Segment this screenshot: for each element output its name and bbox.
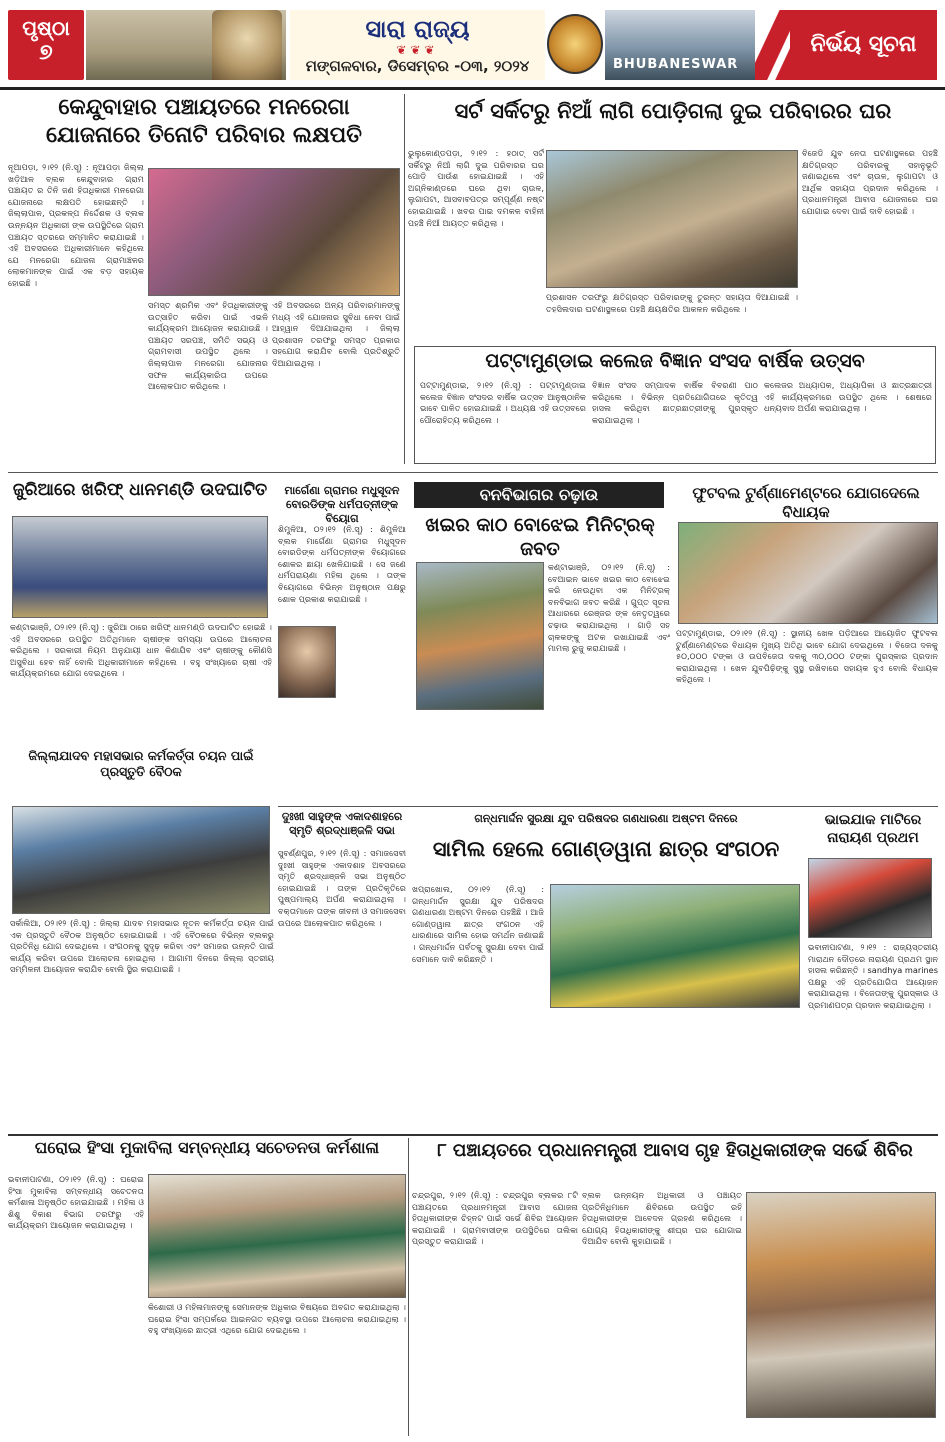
a12-col1: ଭବାନୀପାଟଣା, ୦୨।୧୨ (ନି.ସୂ) : ଘରୋଇ ହିଂସା ମୁକାବିଲା ସମ୍ବନ୍ଧୀୟ ସଚେତନତା କର୍ମଶାଳା ଅନୁଷ୍ଠିତ ହୋଇଯାଇଛି । ମହିଳା ଓ ଶିଶୁ ବିକାଶ ବିଭାଗ ତରଫରୁ ଏହି କାର୍ଯ୍ୟକ୍ରମ ଆୟୋଜନ କରାଯାଇଥିଲା । <box>8 1174 144 1231</box>
a10-headline: ସାମିଲ ହେଲେ ଗୋଣ୍ଡୱାନା ଛାତ୍ର ସଂଗଠନ <box>432 837 780 861</box>
a10-photo-rally <box>550 884 800 1008</box>
a12-col2: କିଶୋରୀ ଓ ମହିଳାମାନଙ୍କୁ ସେମାନଙ୍କ ଅଧିକାର ବିଷୟରେ ଅବଗତ କରାଯାଇଥିଲା । ଘରୋଇ ହିଂସା ସମ୍ପର୍କରେ ଆଇନଗତ ବ୍ୟବସ୍ଥା ଉପରେ ଆଲୋଚନା କରାଯାଇଥିଲା । ବହୁ ସଂଖ୍ୟାରେ ଛାତ୍ରୀ ଏଥିରେ ଯୋଗ ଦେଇଥିଲେ । <box>148 1302 406 1336</box>
a11-headline-line1: ଭାଇଯାକ ମାଟିରେ <box>824 812 922 828</box>
issue-date: ମଙ୍ଗଳବାର, ଡିସେମ୍ବର -୦୩, ୨୦୨୪ <box>305 57 530 75</box>
a3-col2: ବିଜ୍ଞାନ ସଂସଦ ସମ୍ପାଦକ ବାର୍ଷିକ ବିବରଣୀ ପାଠ କରିଥିଲେ । ବିଭିନ୍ନ ପ୍ରତିଯୋଗିତାରେ କୃତିତ୍ୱ ହାସଲ କରିଥିବା ଛାତ୍ରଛାତ୍ରୀଙ୍କୁ ପୁରସ୍କୃତ କରାଯାଇଥିଲା । <box>592 380 758 425</box>
a4-photo-dhanmandi <box>12 516 268 618</box>
a5-body-continued <box>340 626 406 742</box>
a2-col1: ଭୁଲୁକୋଣ୍ଡପଡ଼ା, ୨।୧୨ : ହଠାତ୍ ସର୍ଟ ସର୍କିଟରୁ ନିଆଁ ଲାଗି ଦୁଇ ପରିବାରର ଘର ପୋଡ଼ି ପାଉଁଶ ହୋଇଯାଇଛି । ଏହି ଅଗ୍ନିକାଣ୍ଡରେ ଘରେ ଥିବା ଚାଉଳ, ଲୁଗାପଟା, ଆସବାବପତ୍ର ସମ୍ପୂର୍ଣ୍ଣ ନଷ୍ଟ ହୋଇଯାଇଛି । ଖବର ପାଇ ଦମକଳ ବାହିନୀ ପହଞ୍ଚି ନିଆଁ ଆୟତ୍ତ କରିଥିଲା । <box>408 148 544 228</box>
a6-headline: ଖଇର କାଠ ବୋଝେଇ ମିନିଟ୍ରକ୍ ଜବତ <box>425 514 655 560</box>
a1-col2: ସମସ୍ତ ଶ୍ରମିକ ଏବଂ ହିତାଧିକାରୀଙ୍କୁ ଉତ୍ସାହିତ କରିବା ପାଇଁ ଏଭଳି କାର୍ଯ୍ୟକ୍ରମ ଆୟୋଜନ କରାଯାଉଛି । ପଞ୍ଚାୟତ ସରପଞ୍ଚ, ସମିତି ସଭ୍ୟ ଓ ଗ୍ରାମବାସୀ ଉପସ୍ଥିତ ଥିଲେ । ଜିଲ୍ଲାପାଳ ମନରେଗା ଯୋଜନାର ସଫଳ କାର୍ଯ୍ୟକାରିତା ଉପରେ ଆଲୋକପାତ କରିଥିଲେ । <box>148 300 268 392</box>
a3-col1: ପଟ୍ଟାମୁଣ୍ଡାଇ, ୨।୧୨ (ନି.ସୂ) : ପଟ୍ଟାମୁଣ୍ଡାଇ କଲେଜ ବିଜ୍ଞାନ ସଂସଦର ବାର୍ଷିକ ଉତ୍ସବ ଆନୁଷ୍ଠାନିକ ଭାବେ ପାଳିତ ହୋଇଯାଇଛି । ଅଧ୍ୟକ୍ଷ ଏହି ଉତ୍ସବରେ ପୌରୋହିତ୍ୟ କରିଥିଲେ । <box>420 380 586 425</box>
a8-photo-meeting <box>12 806 270 914</box>
a2-col3: ବିଜେଡି ଯୁବ ନେତା ଘଟଣାସ୍ଥଳରେ ପହଞ୍ଚି କ୍ଷତିଗ୍ରସ୍ତ ପରିବାରକୁ ସହାନୁଭୂତି ଜଣାଇଥିଲେ ଏବଂ ଚାଉଳ, ଲୁଗାପଟା ଓ ଆର୍ଥିକ ସହାୟତା ପ୍ରଦାନ କରିଥିଲେ । ପ୍ରଧାନମନ୍ତ୍ରୀ ଆବାସ ଯୋଜନାରେ ଘର ଯୋଗାଇ ଦେବା ପାଇଁ ଦାବି ହୋଇଛି । <box>802 148 938 216</box>
a2-headline: ସର୍ଟ ସର୍କିଟରୁ ନିଆଁ ଲାଗି ପୋଡ଼ିଗଲା ଦୁଇ ପରିବାରର ଘର <box>454 99 892 123</box>
a6-body: କଣ୍ଟାଭାଞ୍ଜି, ୦୨।୧୨ (ନି.ସୂ) : ବେଆଇନ ଭାବେ ଖଇର କାଠ ବୋଝେଇ କରି ନେଉଥିବା ଏକ ମିନିଟ୍ରକ୍ ବନବିଭାଗ ଜବତ କରିଛି । ଗୁପ୍ତ ସୂଚନା ଆଧାରରେ ରେଞ୍ଜର ଙ୍କ ନେତୃତ୍ୱରେ ଚଢ଼ାଉ କରାଯାଇଥିଲା । ଗାଡ଼ି ସହ ଚାଳକଙ୍କୁ ଅଟକ ରଖାଯାଇଛି ଏବଂ ମାମଲା ରୁଜୁ କରାଯାଇଛି । <box>548 562 670 654</box>
a13-photo-camp <box>746 1192 936 1418</box>
a10-body-continued <box>412 1012 800 1128</box>
city-label: BHUBANESWAR <box>613 57 739 72</box>
a1-col1: ନୂଆପଡ଼ା, ୨।୧୨ (ନି.ସୂ) : ନୂଆପଡ଼ା ଜିଲ୍ଲା ଖଡ଼ିଆଳ ବ୍ଲକ କେନ୍ଦୁବାହାର ଗ୍ରାମ ପଞ୍ଚାୟତ ର ତିନି ଜଣ ହିତାଧିକାରୀ ମନରେଗା ଯୋଜନାରେ ଲକ୍ଷପତି ହୋଇଛନ୍ତି । ଜିଲ୍ଲାପାଳ, ପ୍ରକଳ୍ପ ନିର୍ଦ୍ଦେଶକ ଓ ବ୍ଲକ ଉନ୍ନୟନ ଅଧିକାରୀ ଙ୍କ ଉପସ୍ଥିତିରେ ଗ୍ରାମ ପଞ୍ଚାୟତ ସ୍ତରରେ ସମ୍ମାନିତ କରାଯାଇଛି । ଏହି ଅବସରରେ ଅଧିକାରୀମାନେ କହିଥିଲେ ଯେ ମନରେଗା ଯୋଜନା ଗ୍ରାମାଞ୍ଚଳର ଲୋକମାନଙ୍କ ପାଇଁ ଏକ ବଡ଼ ସହାୟକ ହୋଇଛି । <box>8 162 144 288</box>
masthead-title-block <box>290 10 545 80</box>
a12-headline: ଘରୋଇ ହିଂସା ମୁକାବିଲା ସମ୍ବନ୍ଧୀୟ ସଚେତନତା କର୍ମଶାଳା <box>34 1138 380 1157</box>
a9-headline <box>278 810 406 838</box>
a7-headline: ଫୁଟବଲ ଟୁର୍ଣ୍ଣାମେଣ୍ଟରେ ଯୋଗଦେଲେ ବିଧାୟକ <box>692 484 920 521</box>
a1-photo-felicitation <box>148 168 400 296</box>
section-rule <box>8 472 938 473</box>
a13-headline: ୮ ପଞ୍ଚାୟତରେ ପ୍ରଧାନମନ୍ତ୍ରୀ ଆବାସ ଗୃହ ହିତାଧିକାରୀଙ୍କ ସର୍ଭେ ଶିବିର <box>437 1140 913 1161</box>
page-number-box <box>8 10 84 80</box>
a4-headline: ଜୁରିଆରେ ଖରିଫ୍ ଧାନମଣ୍ଡି ଉଦଘାଟିତ <box>12 480 268 500</box>
a13-col2: ବ୍ଲକ ଉନ୍ନୟନ ଅଧିକାରୀ ଓ ପଞ୍ଚାୟତ ପ୍ରତିନିଧିମାନେ ଶିବିରରେ ଉପସ୍ଥିତ ରହି ହିତାଧିକାରୀଙ୍କ ଆବେଦନ ଗ୍ରହଣ କରିଥିଲେ । ଯୋଗ୍ୟ ହିତାଧିକାରୀଙ୍କୁ ଶୀଘ୍ର ଘର ଯୋଗାଇ ଦିଆଯିବ ବୋଲି କୁହାଯାଇଛି । <box>582 1190 742 1247</box>
a8-headline: ଜିଲ୍ଲାଯାଦବ ମହାସଭାର କର୍ମକର୍ତ୍ତା ଚୟନ ପାଇଁ ପ୍ରସ୍ତୁତି ବୈଠକ <box>28 748 254 779</box>
section-title: ସାରା ରାଜ୍ୟ <box>365 14 470 43</box>
offering-image <box>547 14 603 74</box>
a5-headline-line1: ମାର୍ଗେଣା ଗ୍ରାମର ମଧୁସୂଦନ <box>284 484 400 497</box>
page-label: ପୃଷ୍ଠା <box>22 16 70 40</box>
a12-photo-workshop <box>148 1174 406 1298</box>
a8-body: ସର୍କାଲିଆ, ୦୨।୧୨ (ନି.ସୂ) : ଜିଲ୍ଲା ଯାଦବ ମହାସଭାର ନୂତନ କର୍ମକର୍ତ୍ତା ଚୟନ ପାଇଁ ଏକ ପ୍ରସ୍ତୁତି ବୈଠକ ଅନୁଷ୍ଠିତ ହୋଇଯାଇଛି । ଏହି ବୈଠକରେ ବିଭିନ୍ନ ବ୍ଲକରୁ ପ୍ରତିନିଧି ଯୋଗ ଦେଇଥିଲେ । ସଂଗଠନକୁ ସୁଦୃଢ଼ କରିବା ଏବଂ ସମାଜର ଉନ୍ନତି ପାଇଁ କାର୍ଯ୍ୟ କରିବା ଉପରେ ଆଲୋଚନା ହୋଇଥିଲା । ଆଗାମୀ ଦିନରେ ଜିଲ୍ଲା ସ୍ତରୀୟ ସମ୍ମିଳନୀ ଆୟୋଜନ କରାଯିବ ବୋଲି ସ୍ଥିର କରାଯାଇଛି । <box>10 918 274 975</box>
a5-headline-line2: ବୋରଡିଙ୍କ ଧର୍ମପତ୍ନୀଙ୍କ ବିୟୋଗ <box>285 497 399 525</box>
a3-col3: କଲେଜର ଅଧ୍ୟାପକ, ଅଧ୍ୟାପିକା ଓ ଛାତ୍ରଛାତ୍ରୀ ଏହି କାର୍ଯ୍ୟକ୍ରମରେ ଉପସ୍ଥିତ ଥିଲେ । ଶେଷରେ ଧନ୍ୟବାଦ ଅର୍ପଣ କରାଯାଇଥିଲା । <box>764 380 932 414</box>
a1-col3: ଏହି ଅବସରରେ ଅନ୍ୟ ପରିବାରମାନଙ୍କୁ ମଧ୍ୟ ଏହି ଯୋଜନାର ସୁବିଧା ନେବା ପାଇଁ ଆହ୍ୱାନ ଦିଆଯାଇଥିଲା । ଜିଲ୍ଲା ପ୍ରଶାସନ ତରଫରୁ ସମସ୍ତ ପ୍ରକାର ସହଯୋଗ କରାଯିବ ବୋଲି ପ୍ରତିଶ୍ରୁତି ଦିଆଯାଇଥିଲା । <box>272 300 400 368</box>
a9-headline-line2: ସ୍ମୃତି ଶ୍ରଦ୍ଧାଞ୍ଜଳି ସଭା <box>289 823 395 837</box>
ornament-icon: ❦❦❦ <box>396 43 439 57</box>
paper-tagline: ନିର୍ଭୟ ସୂଚନା <box>790 10 937 80</box>
a13-col1: ଚନ୍ଦ୍ରପୁର, ୨।୧୨ (ନି.ସୂ) : ଚନ୍ଦ୍ରପୁର ବ୍ଲକର ୮ଟି ପଞ୍ଚାୟତରେ ପ୍ରଧାନମନ୍ତ୍ରୀ ଆବାସ ଯୋଜନା ହିତାଧିକାରୀଙ୍କ ଚିହ୍ନଟ ପାଇଁ ସର୍ଭେ ଶିବିର ଆୟୋଜନ କରାଯାଇଛି । ଗ୍ରାମବାସୀଙ୍କ ଉପସ୍ଥିତିରେ ତାଲିକା ପ୍ରସ୍ତୁତ କରାଯାଇଛି । <box>412 1190 578 1247</box>
a7-photo-football <box>678 522 938 624</box>
a11-headline-line2: ନାରାୟଣ ପ୍ରଥମ <box>827 829 919 846</box>
column-rule <box>404 94 405 464</box>
city-image <box>605 10 755 80</box>
a11-headline <box>806 812 940 847</box>
column-rule-2 <box>408 1138 409 1436</box>
a9-headline-line1: ଦୁଃଖୀ ସାହୁଙ୍କ ଏକାଦଶାହରେ <box>281 810 403 823</box>
a2-photo-burnt-house <box>546 150 798 288</box>
a4-body: କଣ୍ଟାଭାଞ୍ଜି, ୦୨।୧୨ (ନି.ସୂ) : ଜୁରିଆ ଠାରେ ଖରିଫ୍ ଧାନମଣ୍ଡି ଉଦଘାଟିତ ହୋଇଛି । ଏହି ଅବସରରେ ଉପସ୍ଥିତ ଅତିଥିମାନେ ଚାଷୀଙ୍କ ସମସ୍ୟା ଉପରେ ଆଲୋଚନା କରିଥିଲେ । ସରକାରୀ ନିୟମ ଅନୁଯାୟୀ ଧାନ କିଣାଯିବ ଏବଂ ଚାଷୀଙ୍କୁ କୌଣସି ଅସୁବିଧା ହେବ ନାହିଁ ବୋଲି ଅଧିକାରୀମାନେ କହିଥିଲେ । ବହୁ ସଂଖ୍ୟାରେ ଚାଷୀ ଏହି କାର୍ଯ୍ୟକ୍ରମରେ ଯୋଗ ଦେଇଥିଲେ । <box>10 622 272 679</box>
a1-headline <box>8 94 400 149</box>
a1-headline-line2: ଯୋଜନାରେ ତିନୋଟି ପରିବାର ଲକ୍ଷପତି <box>46 122 362 148</box>
masthead <box>0 0 945 90</box>
page-number: ୭ <box>39 40 53 65</box>
a1-headline-line1: କେନ୍ଦୁବାହାର ପଞ୍ଚାୟତରେ ମନରେଗା <box>58 95 350 120</box>
a5-photo-portrait <box>278 626 336 698</box>
a3-headline: ପଟ୍ଟାମୁଣ୍ଡାଇ କଲେଜ ବିଜ୍ଞାନ ସଂସଦ ବାର୍ଷିକ ଉତ୍ସବ <box>485 350 865 372</box>
a9-body: ସୁବର୍ଣ୍ଣପୁର, ୨।୧୨ (ନି.ସୂ) : ସମାଜସେବୀ ଦୁଃଖୀ ସାହୁଙ୍କ ଏକାଦଶାହ ଅବସରରେ ସ୍ମୃତି ଶ୍ରଦ୍ଧାଞ୍ଜଳି ସଭା ଅନୁଷ୍ଠିତ ହୋଇଯାଇଛି । ତାଙ୍କ ପ୍ରତିକୃତିରେ ପୁଷ୍ପମାଲ୍ୟ ଅର୍ପଣ କରାଯାଇଥିଲା । ବକ୍ତାମାନେ ତାଙ୍କ ଜୀବନୀ ଓ ସମାଜସେବା ଉପରେ ଆଲୋକପାତ କରିଥିଲେ । <box>278 848 406 928</box>
temple-image <box>212 10 282 80</box>
a11-photo-runner <box>808 858 932 938</box>
a7-body: ପଟ୍ଟାମୁଣ୍ଡାଇ, ୦୨।୧୨ (ନି.ସୂ) : ସ୍ଥାନୀୟ ଖେଳ ପଡ଼ିଆରେ ଆୟୋଜିତ ଫୁଟବଲ ଟୁର୍ଣ୍ଣାମେଣ୍ଟରେ ବିଧାୟକ ମୁଖ୍ୟ ଅତିଥି ଭାବେ ଯୋଗ ଦେଇଥିଲେ । ବିଜେତା ଦଳକୁ ୫୦,୦୦୦ ଟଙ୍କା ଓ ଉପବିଜେତା ଦଳକୁ ୩୦,୦୦୦ ଟଙ୍କା ପୁରସ୍କାର ପ୍ରଦାନ କରାଯାଇଥିଲା । ଖେଳ ଯୁବପିଢ଼ିଙ୍କୁ ସୁସ୍ଥ ରଖିବାରେ ସହାୟକ ହୁଏ ବୋଲି ବିଧାୟକ କହିଥିଲେ । <box>676 628 938 685</box>
a5-headline <box>278 484 406 525</box>
a11-body: ଭବାନୀପାଟଣା, ୨।୧୨ : ରାଜ୍ୟସ୍ତରୀୟ ମାରାଥନ ଦୌଡ଼ରେ ନାରାୟଣ ପ୍ରଥମ ସ୍ଥାନ ହାସଲ କରିଛନ୍ତି । sandhya marines ପକ୍ଷରୁ ଏହି ପ୍ରତିଯୋଗିତା ଆୟୋଜନ କରାଯାଇଥିଲା । ବିଜେତାଙ୍କୁ ପୁରସ୍କାର ଓ ପ୍ରମାଣପତ୍ର ପ୍ରଦାନ କରାଯାଇଥିଲା । <box>808 942 938 1010</box>
a6-band: ବନବିଭାଗର ଚଢ଼ାଉ <box>414 482 664 508</box>
a10-body: ଖପ୍ରାଖୋଲ, ୦୨।୧୨ (ନି.ସୂ) : ଗନ୍ଧମାର୍ଦ୍ଦନ ସୁରକ୍ଷା ଯୁବ ପରିଷଦର ଗଣଧାରଣା ଅଷ୍ଟମ ଦିନରେ ପହଞ୍ଚିଛି । ଆଜି ଗୋଣ୍ଡୱାନା ଛାତ୍ର ସଂଗଠନ ଏହି ଧାରଣାରେ ସାମିଲ ହୋଇ ସମର୍ଥନ ଜଣାଇଛି । ଗନ୍ଧମାର୍ଦ୍ଦନ ପର୍ବତକୁ ସୁରକ୍ଷା ଦେବା ପାଇଁ ସେମାନେ ଦାବି କରିଛନ୍ତି । <box>412 884 544 964</box>
a2-col2: ପ୍ରଶାସନ ତରଫରୁ କ୍ଷତିଗ୍ରସ୍ତ ପରିବାରଙ୍କୁ ତୁରନ୍ତ ସହାୟତା ଦିଆଯାଇଛି । ତହସିଲଦାର ଘଟଣାସ୍ଥଳରେ ପହଞ୍ଚି କ୍ଷୟକ୍ଷତିର ଆକଳନ କରିଥିଲେ । <box>546 292 798 314</box>
section-rule-2 <box>278 806 938 807</box>
section-rule-3 <box>8 1134 938 1136</box>
a10-kicker: ଗନ୍ଧମାର୍ଦ୍ଦନ ସୁରକ୍ଷା ଯୁବ ପରିଷଦର ଗଣଧାରଣା ଅଷ୍ଟମ ଦିନରେ <box>474 812 738 825</box>
a5-body: ଶିମୁଳିଆ, ୦୨।୧୨ (ନି.ସୂ) : ଶିମୁଳିଆ ବ୍ଲକ ମାର୍ଗେଣା ଗ୍ରାମର ମଧୁସୂଦନ ବୋରଡିଙ୍କ ଧର୍ମପତ୍ନୀଙ୍କ ବିୟୋଗରେ ଶୋକର ଛାୟା ଖେଳିଯାଇଛି । ସେ ଜଣେ ଧର୍ମପରାୟଣା ମହିଳା ଥିଲେ । ତାଙ୍କ ବିୟୋଗରେ ବିଭିନ୍ନ ଅନୁଷ୍ଠାନ ପକ୍ଷରୁ ଶୋକ ପ୍ରକାଶ କରାଯାଇଛି । <box>278 524 406 604</box>
a6-photo-truck <box>416 562 544 710</box>
